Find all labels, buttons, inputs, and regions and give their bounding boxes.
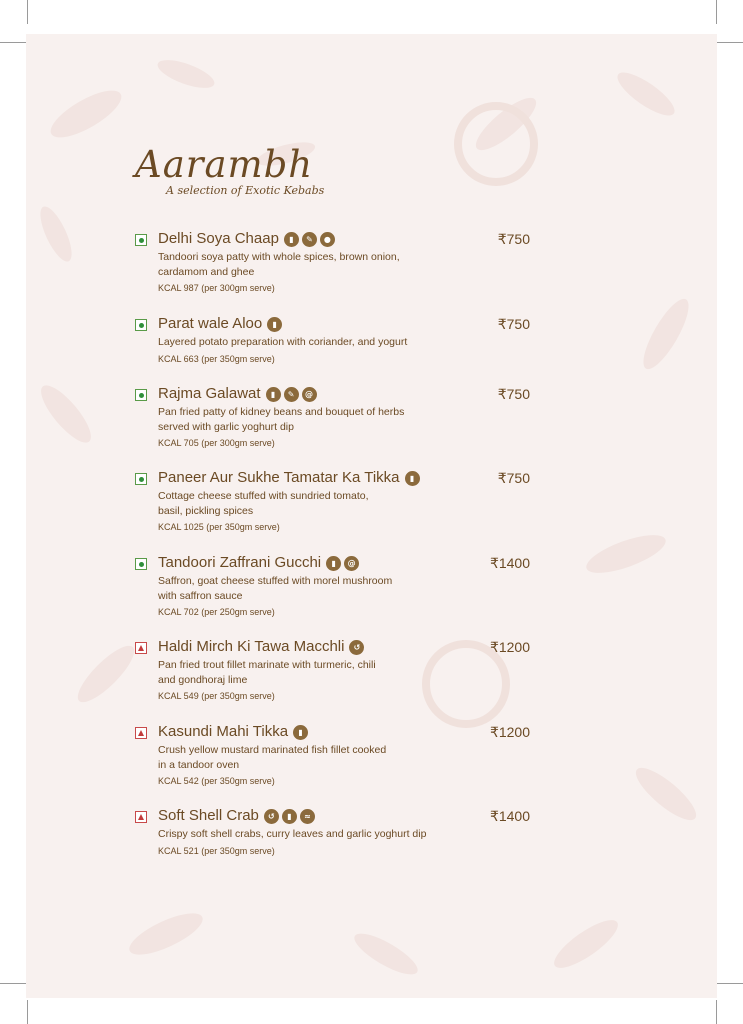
- item-kcal: KCAL 987 (per 300gm serve): [158, 283, 275, 293]
- item-name: Parat wale Aloo: [158, 315, 263, 332]
- item-price: ₹1200: [489, 639, 530, 655]
- description-line: Saffron, goat cheese stuffed with morel mushroom: [158, 575, 393, 587]
- veg-marker-icon: [135, 389, 147, 401]
- crop-mark: [27, 1000, 28, 1024]
- nonveg-marker-icon: [135, 642, 147, 654]
- dietary-icons: [405, 471, 423, 486]
- item-price: ₹1200: [489, 724, 530, 740]
- dietary-icons: [293, 725, 311, 740]
- shellfish-icon: ≈: [300, 809, 315, 824]
- item-name: Delhi Soya Chaap: [158, 230, 279, 247]
- item-price: ₹750: [497, 386, 530, 402]
- item-name: Paneer Aur Sukhe Tamatar Ka Tikka: [158, 469, 400, 486]
- nonveg-marker-icon: [135, 727, 147, 739]
- dietary-icons: [264, 809, 318, 824]
- item-description: [158, 335, 458, 365]
- item-description: [158, 743, 458, 787]
- item-name: Haldi Mirch Ki Tawa Macchli: [158, 638, 345, 655]
- nonveg-triangle: [138, 645, 144, 651]
- item-name-row: [158, 807, 318, 825]
- veg-dot: [139, 477, 144, 482]
- description-line: Cottage cheese stuffed with sundried tomato,: [158, 490, 369, 502]
- description-line: Crispy soft shell crabs, curry leaves and garlic yoghurt dip: [158, 828, 427, 840]
- veg-dot: [139, 562, 144, 567]
- item-price: ₹1400: [489, 555, 530, 571]
- item-description: [158, 658, 458, 702]
- description-line: and gondhoraj lime: [158, 673, 248, 686]
- description-line: served with garlic yoghurt dip: [158, 420, 294, 433]
- veg-dot: [139, 238, 144, 243]
- dairy-icon: ▮: [284, 232, 299, 247]
- item-name-row: [158, 638, 367, 656]
- veg-dot: [139, 323, 144, 328]
- description-line: in a tandoor oven: [158, 758, 240, 771]
- soy-icon: ●: [320, 232, 335, 247]
- veg-marker-icon: [135, 473, 147, 485]
- item-price: ₹750: [497, 316, 530, 332]
- crop-mark: [716, 0, 717, 24]
- item-description: [158, 489, 458, 533]
- description-line: basil, pickling spices: [158, 504, 254, 517]
- item-kcal: KCAL 663 (per 350gm serve): [158, 353, 275, 364]
- item-name-row: [158, 315, 285, 333]
- item-price: ₹750: [497, 231, 530, 247]
- item-name: Kasundi Mahi Tikka: [158, 723, 289, 740]
- description-line: Pan fried trout fillet marinate with turmeric, chili: [158, 659, 376, 671]
- item-description: [158, 405, 458, 449]
- dietary-icons: [326, 556, 362, 571]
- item-name: Soft Shell Crab: [158, 807, 259, 824]
- item-name-row: [158, 469, 423, 487]
- item-price: ₹750: [497, 470, 530, 486]
- fish-icon: ↺: [264, 809, 279, 824]
- item-name: Tandoori Zaffrani Gucchi: [158, 554, 322, 571]
- nuts-icon: ✎: [302, 232, 317, 247]
- item-description: [158, 827, 458, 857]
- dietary-icons: [267, 317, 285, 332]
- nonveg-marker-icon: [135, 811, 147, 823]
- item-name-row: [158, 554, 362, 572]
- dairy-icon: ▮: [326, 556, 341, 571]
- item-price: ₹1400: [489, 808, 530, 824]
- item-description: [158, 574, 458, 618]
- description-line: Pan fried patty of kidney beans and bouquet of herbs: [158, 406, 405, 418]
- veg-marker-icon: [135, 558, 147, 570]
- item-name-row: [158, 230, 338, 248]
- nonveg-triangle: [138, 730, 144, 736]
- item-name-row: [158, 385, 320, 403]
- item-kcal: KCAL 705 (per 300gm serve): [158, 438, 275, 448]
- description-line: cardamom and ghee: [158, 265, 255, 278]
- description-line: Crush yellow mustard marinated fish fillet cooked: [158, 744, 387, 756]
- dairy-icon: ▮: [282, 809, 297, 824]
- gluten-icon: @: [344, 556, 359, 571]
- dairy-icon: ▮: [266, 387, 281, 402]
- section-title: Aarambh: [135, 143, 314, 186]
- item-kcal: KCAL 521 (per 350gm serve): [158, 845, 275, 856]
- fish-icon: ↺: [349, 640, 364, 655]
- nuts-icon: ✎: [284, 387, 299, 402]
- item-description: [158, 250, 458, 294]
- item-kcal: KCAL 542 (per 350gm serve): [158, 776, 275, 786]
- dairy-icon: ▮: [293, 725, 308, 740]
- item-name-row: [158, 723, 311, 741]
- gluten-icon: @: [302, 387, 317, 402]
- dietary-icons: [349, 640, 367, 655]
- description-line: Layered potato preparation with coriander, and yogurt: [158, 336, 408, 348]
- section-subtitle: A selection of Exotic Kebabs: [166, 184, 325, 197]
- item-name: Rajma Galawat: [158, 385, 261, 402]
- crop-mark: [27, 0, 28, 24]
- item-kcal: KCAL 702 (per 250gm serve): [158, 607, 275, 617]
- nonveg-triangle: [138, 814, 144, 820]
- dairy-icon: ▮: [405, 471, 420, 486]
- description-line: Tandoori soya patty with whole spices, brown onion,: [158, 251, 400, 263]
- dairy-icon: ▮: [267, 317, 282, 332]
- dietary-icons: [284, 232, 338, 247]
- crop-mark: [716, 1000, 717, 1024]
- item-kcal: KCAL 1025 (per 350gm serve): [158, 522, 280, 532]
- veg-dot: [139, 393, 144, 398]
- item-kcal: KCAL 549 (per 350gm serve): [158, 691, 275, 701]
- veg-marker-icon: [135, 234, 147, 246]
- veg-marker-icon: [135, 319, 147, 331]
- description-line: with saffron sauce: [158, 589, 243, 602]
- dietary-icons: [266, 387, 320, 402]
